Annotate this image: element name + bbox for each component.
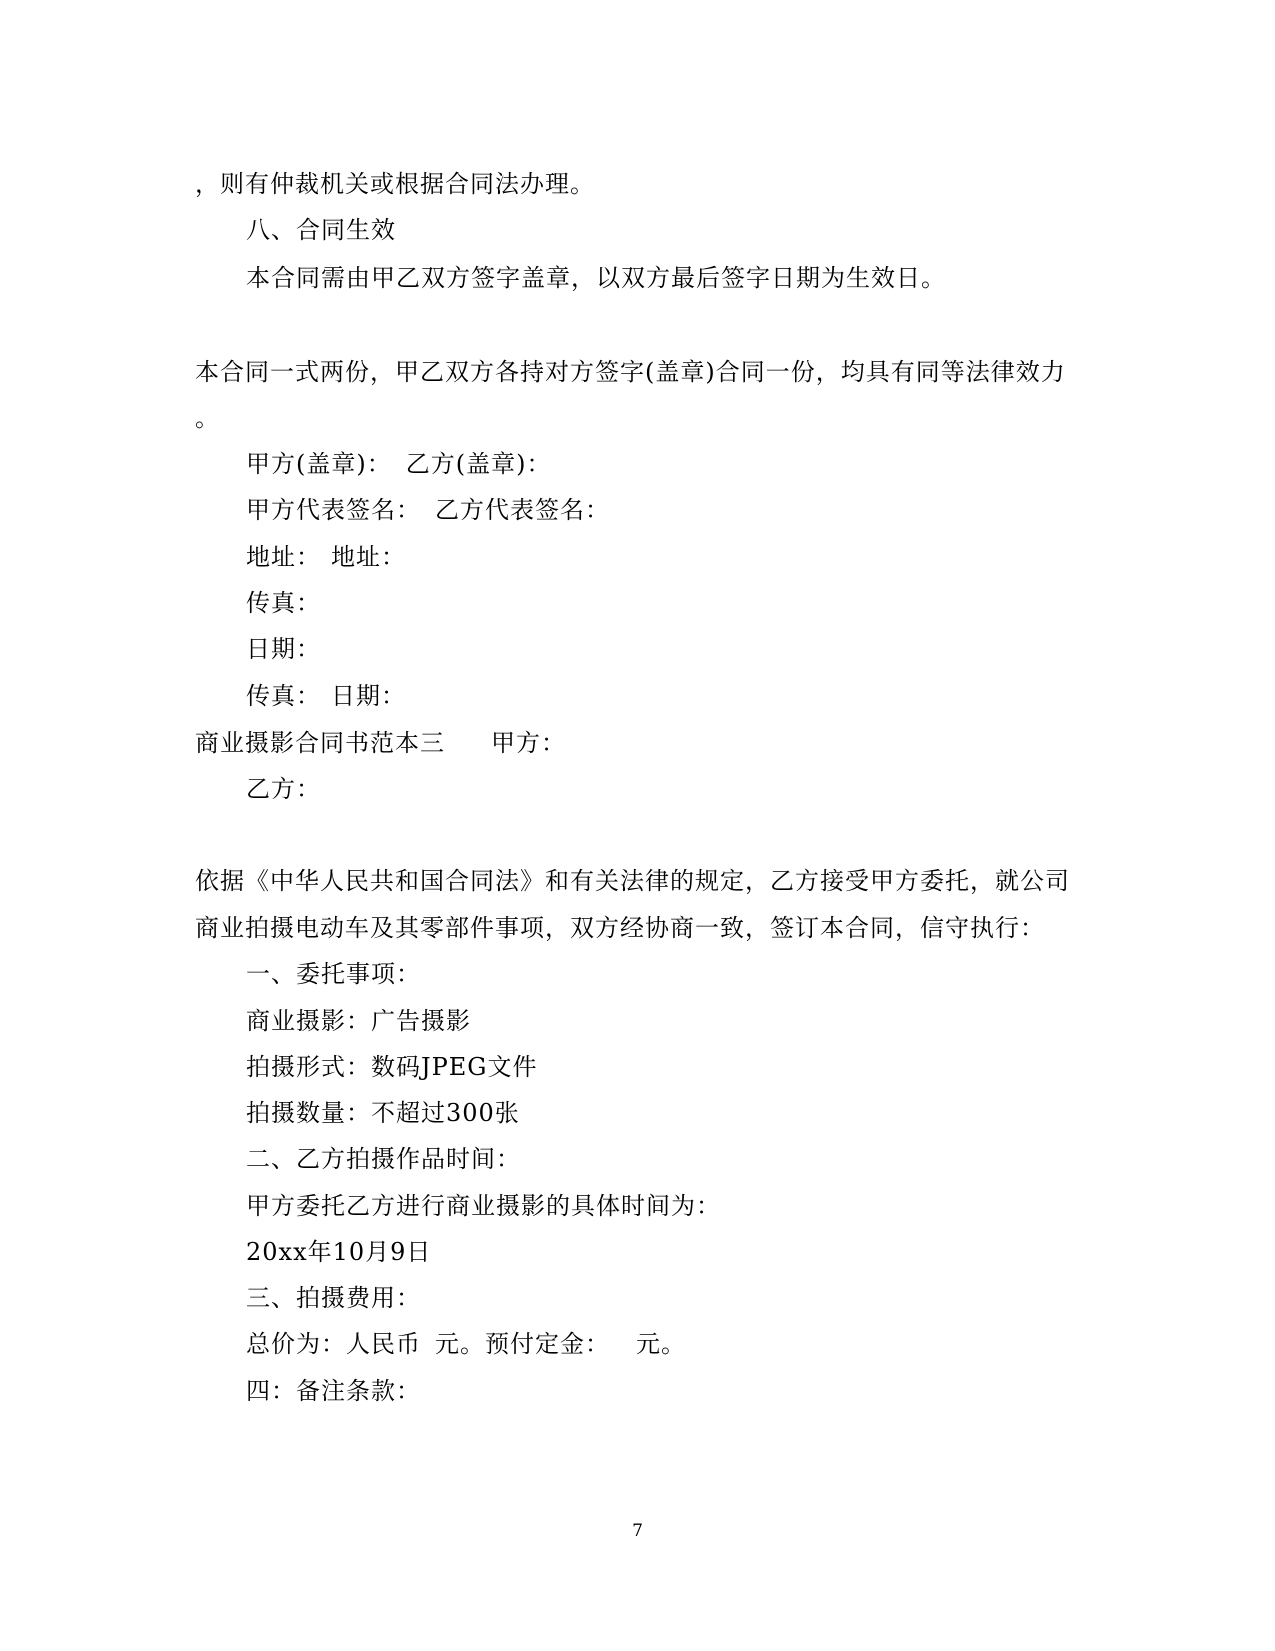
text-line: 本合同一式两份，甲乙双方各持对方签字(盖章)合同一份，均具有同等法律效力 [195,358,1066,386]
text-line: 。 [195,404,220,432]
section-heading: 一、委托事项： [246,960,421,988]
party-b-line: 乙方： [246,775,321,803]
fax-label: 传真： [246,682,321,710]
text-line: 依据《中华人民共和国合同法》和有关法律的规定，乙方接受甲方委托，就公司 [195,867,1070,895]
fee-line [246,1328,686,1360]
party-a-rep-label: 甲方代表签名： [246,496,421,524]
text-line: 甲方委托乙方进行商业摄影的具体时间为： [246,1192,721,1220]
party-a-label: 甲方： [491,729,566,757]
date-line: 日期： [246,635,321,663]
section-heading: 八、合同生效 [246,216,396,244]
contract-title-line [195,727,566,759]
text-line: ，则有仲裁机关或根据合同法办理。 [195,170,595,198]
section-heading: 四：备注条款： [246,1377,421,1405]
fax-date-line [246,680,406,712]
total-price-label: 总价为：人民币 [246,1330,421,1358]
text-line: 20xx年10月9日 [246,1238,432,1266]
party-a-address-label: 地址： [246,543,321,571]
party-b-seal-label: 乙方(盖章)： [405,450,552,478]
text-line: 本合同需由甲乙双方签字盖章，以双方最后签字日期为生效日。 [246,264,946,292]
party-b-rep-label: 乙方代表签名： [435,496,610,524]
signature-line [246,494,610,526]
text-line: 商业摄影：广告摄影 [246,1007,471,1035]
section-heading: 二、乙方拍摄作品时间： [246,1145,521,1173]
party-a-seal-label: 甲方(盖章)： [246,450,392,478]
page-number: 7 [632,1521,643,1541]
party-b-address-label: 地址： [331,543,406,571]
contract-title: 商业摄影合同书范本三 [195,729,445,757]
text-line: 拍摄形式：数码JPEG文件 [246,1053,538,1081]
text-line: 商业拍摄电动车及其零部件事项，双方经协商一致，签订本合同，信守执行： [195,914,1045,942]
fax-line: 传真： [246,589,321,617]
date-label: 日期： [331,682,406,710]
deposit-unit: 元。 [636,1330,686,1358]
section-heading: 三、拍摄费用： [246,1284,421,1312]
text-line: 拍摄数量：不超过300张 [246,1099,520,1127]
address-line [246,541,406,573]
deposit-label: 元。预付定金： [435,1330,610,1358]
signature-line [246,448,551,480]
